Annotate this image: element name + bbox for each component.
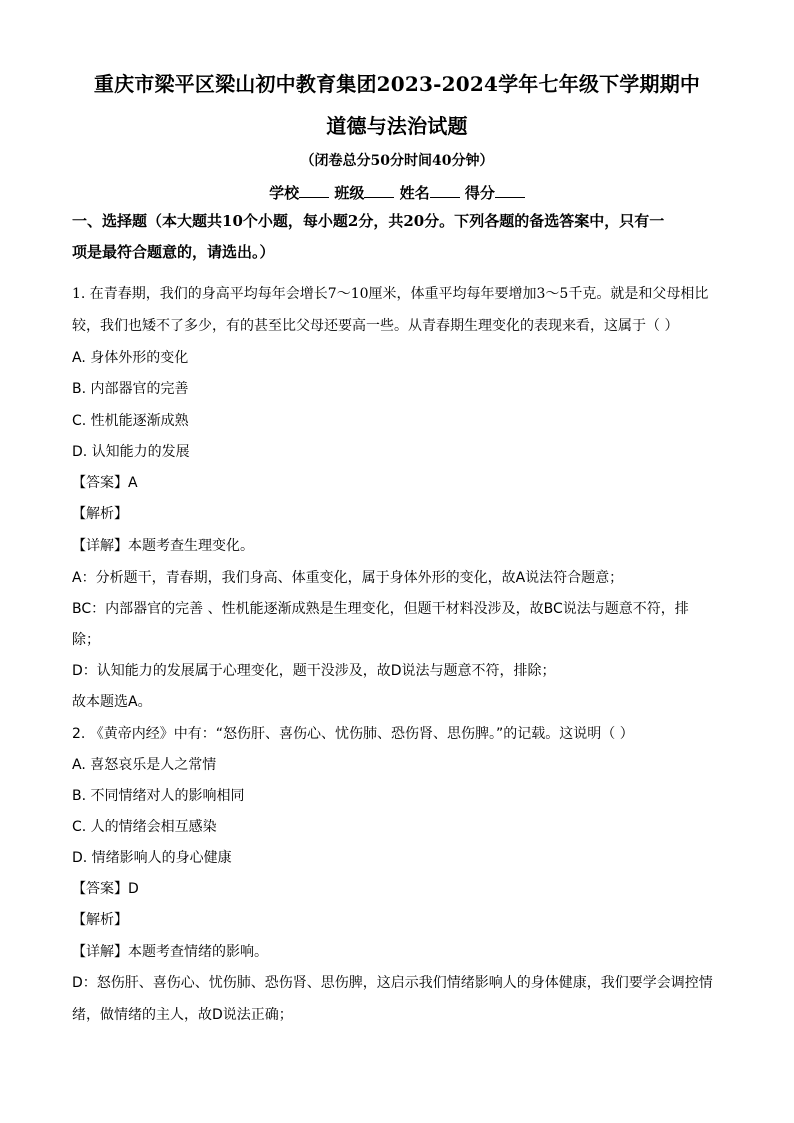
- q1-explanation-bc-line1: BC：内部器官的完善 、性机能逐渐成熟是生理变化，但题干材料没涉及，故BC说法与题意不符，排: [72, 601, 689, 617]
- q2-analysis-label: 【解析】: [72, 912, 128, 928]
- section-heading: [72, 206, 722, 268]
- section-heading-line1: 一、选择题（本大题共10个小题，每小题2分，共20分。下列各题的备选答案中，只有一: [72, 212, 665, 230]
- q1-stem-line1: 1. 在青春期，我们的身高平均每年会增长7～10厘米，体重平均每年要增加3～5千克。就是和父母相比: [72, 286, 709, 302]
- q1-analysis-label: 【解析】: [72, 506, 128, 522]
- field-school-blank[interactable]: [299, 183, 329, 198]
- q2-option-a: A. 喜怒哀乐是人之常情: [72, 757, 217, 773]
- field-name-blank[interactable]: [430, 183, 460, 198]
- q2-option-b: B. 不同情绪对人的影响相同: [72, 788, 245, 804]
- q1-detail: 【详解】本题考查生理变化。: [72, 538, 254, 554]
- exam-title-line2: 道德与法治试题: [326, 114, 468, 138]
- q2-explanation-line1: D：怒伤肝、喜伤心、忧伤肺、恐伤肾、思伤脾，这启示我们情绪影响人的身体健康，我们要学会调控情: [72, 975, 713, 991]
- q2-explanation-line2: 绪，做情绪的主人，故D说法正确；: [72, 1007, 293, 1023]
- q2-answer: 【答案】D: [72, 881, 139, 897]
- q1-option-d: D. 认知能力的发展: [72, 444, 190, 460]
- exam-title-line1: 重庆市梁平区梁山初中教育集团2023-2024学年七年级下学期期中: [93, 72, 701, 96]
- q2-stem: 2. 《黄帝内经》中有：“怒伤肝、喜伤心、忧伤肺、恐伤肾、思伤脾。”的记载。这说明（ ）: [72, 726, 634, 742]
- q1-explanation-a: A：分析题干，青春期，我们身高、体重变化，属于身体外形的变化，故A说法符合题意；: [72, 570, 624, 586]
- section-heading-line2: 项是最符合题意的，请选出。）: [72, 243, 275, 261]
- q1-explanation-d: D：认知能力的发展属于心理变化，题干没涉及，故D说法与题意不符，排除；: [72, 663, 556, 679]
- field-score-label: 得分: [464, 184, 495, 202]
- q2-detail: 【详解】本题考查情绪的影响。: [72, 944, 268, 960]
- q1-answer: 【答案】A: [72, 475, 138, 491]
- student-info-fields: [0, 182, 794, 203]
- field-class-blank[interactable]: [364, 183, 394, 198]
- field-score-blank[interactable]: [495, 183, 525, 198]
- field-class-label: 班级: [334, 184, 365, 202]
- q1-stem-line2: 较，我们也矮不了多少，有的甚至比父母还要高一些。从青春期生理变化的表现来看，这属于（ ）: [72, 318, 679, 334]
- q1-option-b: B. 内部器官的完善: [72, 381, 189, 397]
- q2-option-d: D. 情绪影响人的身心健康: [72, 850, 232, 866]
- q1-option-c: C. 性机能逐渐成熟: [72, 413, 189, 429]
- q1-option-a: A. 身体外形的变化: [72, 350, 189, 366]
- exam-subtitle: （闭卷总分50分时间40分钟）: [300, 153, 494, 169]
- q1-explanation-bc-line2: 除；: [72, 632, 100, 648]
- field-school-label: 学校: [269, 184, 300, 202]
- field-name-label: 姓名: [399, 184, 430, 202]
- q1-conclusion: 故本题选A。: [72, 694, 152, 710]
- q2-option-c: C. 人的情绪会相互感染: [72, 819, 217, 835]
